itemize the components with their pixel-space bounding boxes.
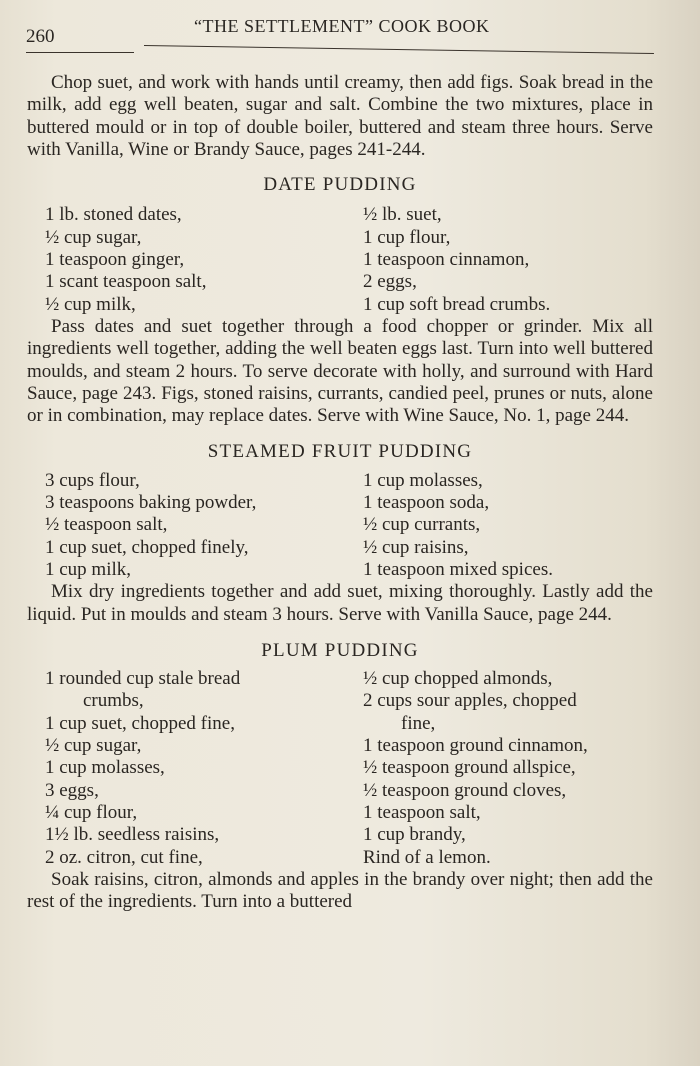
- plum-pudding-method: Soak raisins, citron, almonds and apples in the brandy over night; then add the rest of the ingredients. Turn into a buttered: [27, 868, 653, 913]
- ingredient: 1 lb. stoned dates,: [45, 204, 182, 226]
- ingredient: 2 eggs,: [363, 271, 417, 293]
- ingredient: ½ cup chopped almonds,: [363, 668, 553, 690]
- header-rule-left: [26, 52, 134, 53]
- ingredient: 1 teaspoon soda,: [363, 492, 490, 514]
- date-pudding-method: Pass dates and suet together through a food chopper or grinder. Mix all ingredients well together, adding the well beaten eggs last. Turn into well buttered moulds, and steam 2 hours. To serve decorate with holly, and surround with Hard Sauce, page 243. Figs, stoned raisins, currants, candied peel, prunes or nuts, alone or in combination, may replace dates. Serve with Wine Sauce, No. 1, page 244.: [27, 315, 653, 427]
- ingredient: 1 cup brandy,: [363, 824, 466, 846]
- date-pudding-title: DATE PUDDING: [263, 174, 417, 196]
- ingredient: 2 oz. citron, cut fine,: [45, 846, 203, 868]
- steamed-fruit-pudding-method: Mix dry ingredients together and add suet, mixing thoroughly. Lastly add the liquid. Put in moulds and steam 3 hours. Serve with Vanilla Sauce, page 244.: [27, 581, 653, 625]
- steamed-fruit-pudding-ingredients: [27, 470, 653, 581]
- ingredient: 1½ lb. seedless raisins,: [45, 824, 220, 846]
- page-header: [26, 16, 656, 56]
- ingredient: 1 cup flour,: [363, 226, 451, 248]
- ingredient: 1 teaspoon mixed spices.: [363, 558, 553, 580]
- running-head: “THE SETTLEMENT” COOK BOOK: [194, 16, 490, 36]
- ingredient: 1 rounded cup stale bread: [45, 668, 241, 690]
- ingredient: ½ cup milk,: [45, 293, 136, 315]
- header-rule-right: [144, 45, 654, 54]
- ingredient: 1 teaspoon ginger,: [45, 249, 185, 271]
- ingredient-continuation: crumbs,: [83, 690, 144, 712]
- ingredient: ¼ cup flour,: [45, 801, 138, 823]
- ingredient: 3 eggs,: [45, 779, 99, 801]
- steamed-fruit-pudding-title: STEAMED FRUIT PUDDING: [207, 441, 473, 463]
- ingredient: ½ lb. suet,: [363, 204, 442, 226]
- ingredient: 3 teaspoons baking powder,: [45, 492, 257, 514]
- ingredient: ½ cup sugar,: [45, 226, 142, 248]
- ingredient: ½ teaspoon salt,: [45, 514, 168, 536]
- ingredient: 1 cup suet, chopped finely,: [45, 536, 249, 558]
- ingredient: 1 teaspoon cinnamon,: [363, 249, 530, 271]
- intro-paragraph: Chop suet, and work with hands until creamy, then add figs. Soak bread in the milk, add egg well beaten, sugar and salt. Combine the two mixtures, place in buttered mould or in top of double boiler, buttered and steam three hours. Serve with Vanilla, Wine or Brandy Sauce, pages 241-244.: [27, 72, 653, 160]
- ingredient: 1 cup molasses,: [363, 469, 483, 491]
- ingredient: 1 teaspoon salt,: [363, 801, 481, 823]
- ingredient: ½ cup currants,: [363, 514, 481, 536]
- ingredient: 1 scant teaspoon salt,: [45, 271, 207, 293]
- ingredient: Rind of a lemon.: [363, 846, 491, 868]
- ingredient: 2 cups sour apples, chopped: [363, 690, 577, 712]
- ingredient: 1 cup molasses,: [45, 757, 165, 779]
- ingredient: 1 cup soft bread crumbs.: [363, 293, 551, 315]
- plum-pudding-title: PLUM PUDDING: [261, 639, 419, 661]
- ingredient: 1 teaspoon ground cinnamon,: [363, 735, 588, 757]
- ingredient: 1 cup suet, chopped fine,: [45, 712, 235, 734]
- ingredient: ½ teaspoon ground cloves,: [363, 779, 567, 801]
- date-pudding-ingredients: [27, 204, 653, 315]
- page-number: 260: [26, 26, 55, 47]
- ingredient: ½ cup raisins,: [363, 536, 469, 558]
- ingredient: ½ cup sugar,: [45, 735, 142, 757]
- ingredient: 3 cups flour,: [45, 469, 140, 491]
- ingredient: 1 cup milk,: [45, 558, 132, 580]
- plum-pudding-ingredients: [27, 668, 653, 869]
- page-body: [27, 72, 653, 913]
- ingredient-continuation: fine,: [401, 712, 436, 734]
- ingredient: ½ teaspoon ground allspice,: [363, 757, 576, 779]
